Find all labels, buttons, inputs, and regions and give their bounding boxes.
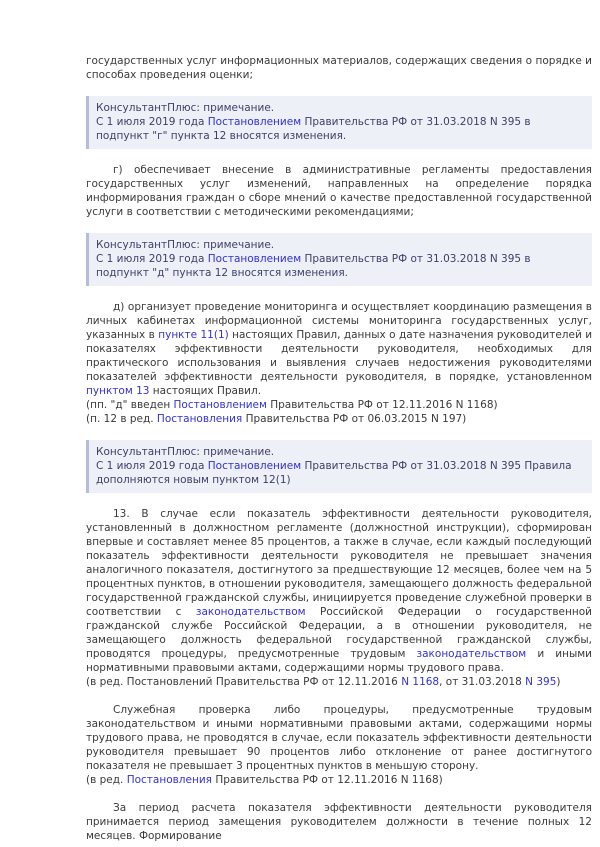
text-segment: 13. В случае если показатель эффективности деятельности руководителя, установленный в должностном регламенте (должностной инструкции), сформирован впервые и составляет менее 85 процентов, а также в случае, если каждый последующий показатель эффективности деятельности руководителя не превышает значения аналогичного показателя, достигнутого за предшествующие 12 месяцев, более чем на 5 процентных пунктов, в отношении руководителя, замещающего должность федеральной государственной гражданской службы, инициируется проведение служебной проверки в соответствии с xyxy=(86,508,592,618)
text-segment: Правительства РФ от 31.03.2018 N 395 Правила дополняются новым пунктом 12(1) xyxy=(96,460,572,486)
text-segment: д) организует проведение мониторинга и осуществляет координацию размещения в личных кабинетах информационной системы мониторинга государственных услуг, указанных в xyxy=(86,301,592,341)
doc-link-postanovlenie[interactable]: Постановлением xyxy=(207,116,302,128)
doc-link-n-395[interactable]: N 395 xyxy=(525,676,557,688)
doc-link-postanovlenie[interactable]: Постановления xyxy=(126,774,212,786)
text-segment: и иными нормативными правовыми актами, содержащими нормы трудового права. xyxy=(86,648,592,674)
amendment-note xyxy=(86,398,592,412)
doc-link-postanovlenie[interactable]: Постановлением xyxy=(207,460,302,472)
text-segment: С 1 июля 2019 года xyxy=(96,460,208,472)
paragraph-item-13 xyxy=(86,507,592,675)
text-segment: КонсультантПлюс: примечание. xyxy=(96,446,275,458)
text-segment: Правительства РФ от 12.11.2016 N 1168) xyxy=(266,399,498,411)
consultant-note-box-3 xyxy=(86,440,592,493)
text-segment: Служебная проверка либо процедуры, предусмотренные трудовым законодательством и иными нормативными правовыми актами, содержащими нормы трудового права, не проводятся в случае, если показатель эффективности деятельности руководителя превышает 90 процентов либо отклонение от ранее достигнутого показателя не превышает 3 процентных пунктов в меньшую сторону. xyxy=(86,704,592,772)
doc-link-postanovlenie[interactable]: Постановления xyxy=(156,413,243,425)
doc-link-postanovlenie[interactable]: Постановлением xyxy=(173,399,267,411)
paragraph-intro xyxy=(86,54,592,82)
paragraph-sluzhebnaya-proverka xyxy=(86,703,592,773)
text-segment: (пп. "д" введен xyxy=(86,399,174,411)
amendment-note xyxy=(86,412,592,426)
paragraph-za-period xyxy=(86,801,592,843)
doc-link-zakonodatelstvo[interactable]: законодательством xyxy=(416,648,527,660)
text-segment: государственных услуг информационных материалов, содержащих сведения о порядке и способах проведения оценки; xyxy=(86,55,592,81)
note-title xyxy=(96,238,583,252)
text-segment: За период расчета показателя эффективности деятельности руководителя принимается период замещения руководителем должности в течение полных 12 месяцев. Формирование xyxy=(86,802,592,842)
note-body xyxy=(96,252,583,280)
text-segment: , от 31.03.2018 xyxy=(439,676,526,688)
text-segment: С 1 июля 2019 года xyxy=(96,253,208,265)
doc-link-punkt-13[interactable]: пунктом 13 xyxy=(86,385,150,397)
note-title xyxy=(96,101,583,115)
text-segment: (в ред. xyxy=(86,774,127,786)
paragraph-subitem-d xyxy=(86,300,592,398)
text-segment: КонсультантПлюс: примечание. xyxy=(96,102,275,114)
doc-link-punkt-11-1[interactable]: пункте 11(1) xyxy=(158,329,229,341)
text-segment: Российской Федерации о государственной гражданской службе Российской Федерации, а в отношении руководителя, не замещающего должность федеральной государственной гражданской службы, проводятся процедуры, предусмотренные трудовым xyxy=(86,606,592,660)
note-title xyxy=(96,445,583,459)
text-segment: Правительства РФ от 31.03.2018 N 395 в подпункт "д" пункта 12 вносятся изменения. xyxy=(96,253,531,279)
text-segment: настоящих Правил, данных о дате назначения руководителей и показателях эффективности деятельности руководителя, необходимых для практического использования и выявления случаев недостижения руководителями показателей эффективности деятельности руководителя, в порядке, установленном xyxy=(86,329,593,383)
consultant-note-box-2 xyxy=(86,233,592,286)
note-body xyxy=(96,459,583,487)
text-segment: Правительства РФ от 06.03.2015 N 197) xyxy=(242,413,467,425)
text-segment: С 1 июля 2019 года xyxy=(96,116,208,128)
note-body xyxy=(96,115,583,143)
text-segment: КонсультантПлюс: примечание. xyxy=(96,239,275,251)
text-segment: ) xyxy=(556,676,561,688)
doc-link-zakonodatelstvo[interactable]: законодательством xyxy=(195,606,306,618)
text-segment: Правительства РФ от 12.11.2016 N 1168) xyxy=(212,774,443,786)
consultant-note-box-1 xyxy=(86,96,592,149)
text-segment: настоящих Правил. xyxy=(149,385,262,397)
amendment-note xyxy=(86,675,592,689)
doc-link-n-1168[interactable]: N 1168 xyxy=(401,676,440,688)
text-segment: г) обеспечивает внесение в административные регламенты предоставления государственных услуг изменений, направленных на определение порядка информирования граждан о сборе мнений о качестве предоставленной государственной услуги в соответствии с методическими рекомендациями; xyxy=(86,164,592,218)
text-segment: Правительства РФ от 31.03.2018 N 395 в подпункт "г" пункта 12 вносятся изменения. xyxy=(96,116,531,142)
amendment-note xyxy=(86,773,592,787)
text-segment: (п. 12 в ред. xyxy=(86,413,157,425)
text-segment: (в ред. Постановлений Правительства РФ от 12.11.2016 xyxy=(86,676,402,688)
doc-link-postanovlenie[interactable]: Постановлением xyxy=(207,253,302,265)
paragraph-subitem-g xyxy=(86,163,592,219)
